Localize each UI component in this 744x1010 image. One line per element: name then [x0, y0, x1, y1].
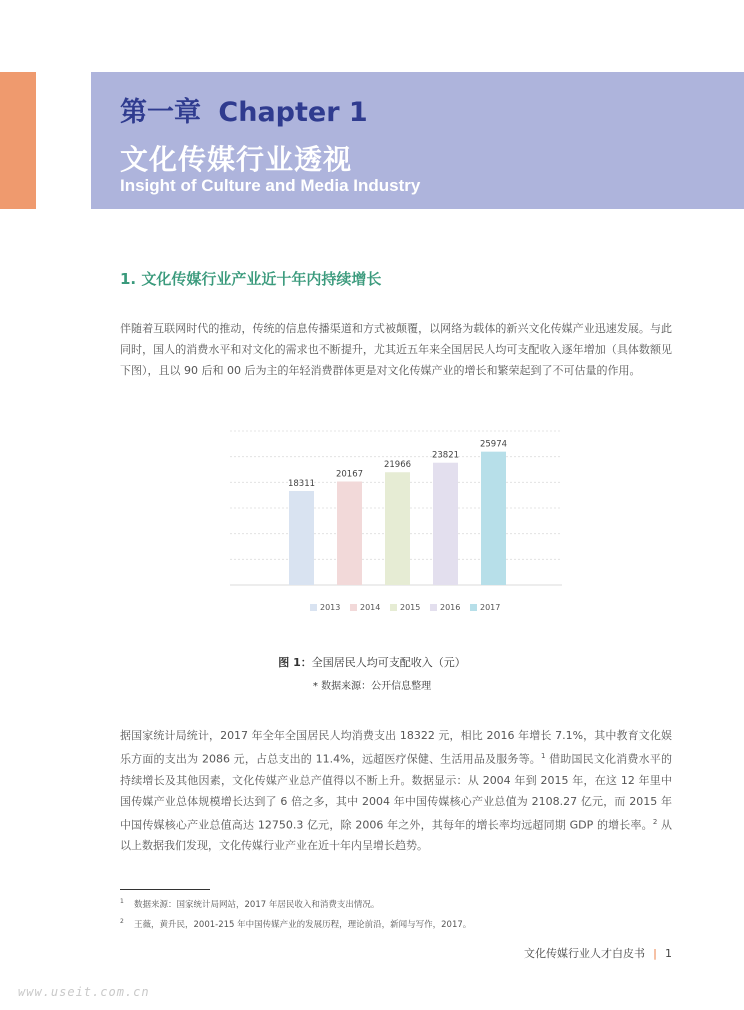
body-text-1: 据国家统计局统计，2017 年全年全国居民人均消费支出 18322 元，相比 2016 年增长 7.1%，其中教育文化娱乐方面的支出为 2086 元，占总支出的 11.4%，远超医疗保健、生活用品及服务等。 [120, 729, 672, 766]
bar-value-label: 20167 [335, 469, 364, 480]
bar-value-label: 18311 [287, 479, 316, 490]
figure-caption [0, 654, 744, 670]
footnote-divider [120, 889, 210, 890]
footnote-2-number: 2 [120, 918, 124, 925]
footer-book-title: 文化传媒行业人才白皮书 [523, 947, 645, 960]
legend-label-2016: 2016 [440, 603, 461, 612]
figure-caption-text: 全国居民人均可支配收入（元） [311, 656, 466, 669]
legend-swatch-2014 [350, 604, 357, 611]
body-paragraph [120, 725, 672, 856]
orange-side-tab [0, 72, 36, 209]
section-title: 1. 文化传媒行业产业近十年内持续增长 [120, 270, 382, 288]
footer-separator: | [652, 947, 657, 960]
bar-2016 [433, 463, 458, 585]
bar-value-label: 21966 [383, 460, 412, 471]
legend-label-2015: 2015 [400, 603, 421, 612]
page-footer [524, 945, 672, 961]
footnote-2-text: 王薇，黄升民，2001-215 年中国传媒产业的发展历程，理论前沿，新闻与写作，2017。 [134, 920, 472, 930]
bar-2014 [337, 481, 362, 585]
footnote-1 [120, 898, 379, 910]
figure-source-note: * 数据来源：公开信息整理 [312, 681, 432, 692]
chapter-subtitle: Insight of Culture and Media Industry [120, 176, 421, 195]
chapter-title: 文化传媒行业透视 [120, 143, 353, 176]
legend-swatch-2017 [470, 604, 477, 611]
chart-bars [289, 452, 506, 585]
body-text-2: 借助国民文化消费水平的持续增长及其他因素，文化传媒产业总产值得以不断上升。数据显示：从 2004 年到 2015 年，在这 12 年里中国传媒产业总体规模增长达到了 6 倍之多，其中 2004 年中国传媒核心产业总值为 2108.27 亿元，而 2015 年中国传媒核心产业总值高达 12750.3 亿元，除 2006 年之外，其每年的增长率均远超同期 GDP 的增长率。 [120, 752, 672, 832]
bar-2017 [481, 452, 506, 585]
footnote-ref-2[interactable]: 2 [652, 817, 658, 826]
bar-2015 [385, 472, 410, 585]
legend-label-2014: 2014 [360, 603, 381, 612]
figure-caption-label: 图 1： [278, 656, 312, 669]
footnote-ref-1[interactable]: 1 [540, 752, 546, 760]
bar-2013 [289, 491, 314, 585]
watermark: www.useit.com.cn [18, 985, 150, 999]
income-bar-chart [200, 420, 580, 635]
chapter-cn: 第一章 [120, 97, 201, 128]
legend-swatch-2013 [310, 604, 317, 611]
bar-value-label: 25974 [479, 439, 508, 450]
legend-label-2017: 2017 [480, 603, 501, 612]
body-text-3: 从以上数据我们发现，文化传媒行业产业在近十年内呈增长趋势。 [120, 818, 672, 853]
chart-legend [310, 603, 500, 612]
chapter-heading [120, 90, 376, 129]
legend-swatch-2016 [430, 604, 437, 611]
footnote-2 [120, 918, 471, 930]
legend-swatch-2015 [390, 604, 397, 611]
page-number: 1 [665, 947, 672, 960]
intro-paragraph: 伴随着互联网时代的推动，传统的信息传播渠道和方式被颠覆，以网络为载体的新兴文化传媒产业迅速发展。与此同时，国人的消费水平和对文化的需求也不断提升，尤其近五年来全国居民人均可支配收入逐年增加（具体数额见下图），且以 90 后和 00 后为主的年轻消费群体更是对文化传媒产业的增长和繁荣起到了不可估量的作用。 [120, 322, 672, 377]
chapter-banner [91, 72, 744, 209]
footnote-1-number: 1 [120, 898, 124, 905]
footnote-1-text: 数据来源：国家统计局网站，2017 年居民收入和消费支出情况。 [134, 900, 380, 910]
chapter-en: Chapter 1 [218, 97, 368, 128]
legend-label-2013: 2013 [320, 603, 341, 612]
bar-value-label: 23821 [431, 450, 460, 461]
